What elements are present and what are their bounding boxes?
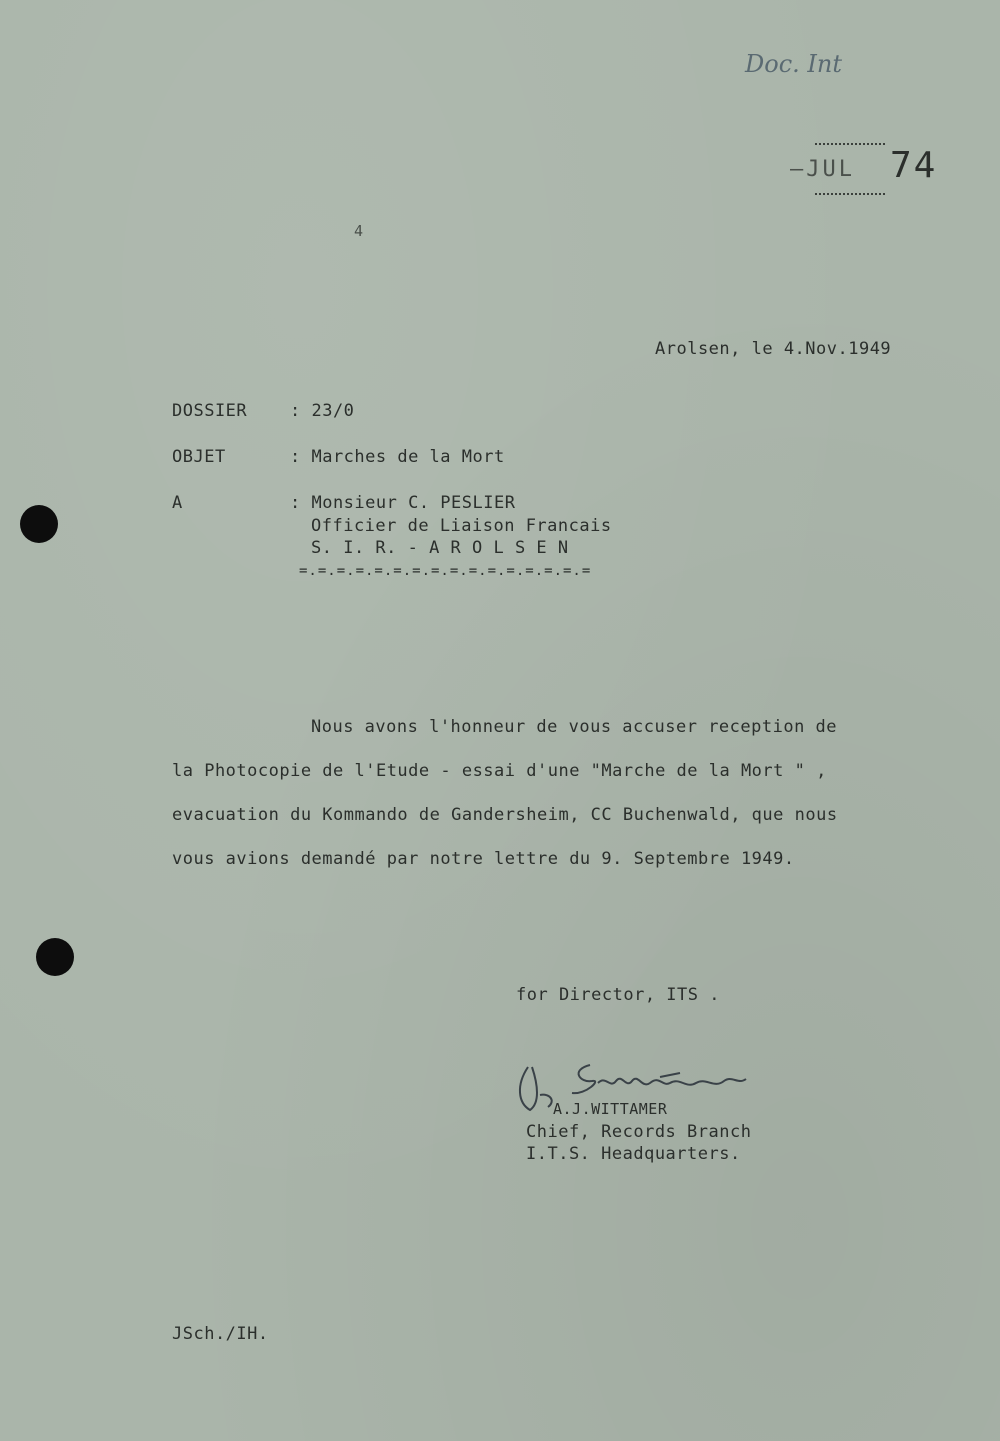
stamp-dotted-line-bottom bbox=[815, 193, 885, 195]
punch-hole-lower bbox=[36, 938, 74, 976]
recipient-line-3: S. I. R. - A R O L S E N bbox=[311, 538, 569, 558]
dossier-value: : 23/0 bbox=[290, 401, 355, 421]
stamp-date-mark: —JUL bbox=[790, 157, 855, 182]
dossier-label: DOSSIER bbox=[172, 401, 248, 421]
recipient-underline: =.=.=.=.=.=.=.=.=.=.=.=.=.=.=.= bbox=[299, 563, 592, 579]
closing-for-line: for Director, ITS . bbox=[516, 985, 720, 1005]
objet-label: OBJET bbox=[172, 447, 226, 467]
punch-hole-upper bbox=[20, 505, 58, 543]
body-line-3: evacuation du Kommando de Gandersheim, CC Buchenwald, que nous bbox=[172, 805, 838, 825]
recipient-line-2: Officier de Liaison Francais bbox=[311, 516, 612, 536]
reference-initials: JSch./IH. bbox=[172, 1324, 269, 1344]
place-date: Arolsen, le 4.Nov.1949 bbox=[655, 339, 892, 359]
stamp-dotted-line-top bbox=[815, 143, 885, 145]
handwritten-annotation: Doc. Int bbox=[745, 50, 842, 78]
signer-title: Chief, Records Branch bbox=[526, 1122, 752, 1142]
page-mark: 4 bbox=[354, 222, 364, 240]
recipient-line-1: : Monsieur C. PESLIER bbox=[290, 493, 516, 513]
stamp-number: 74 bbox=[890, 145, 938, 186]
signer-organization: I.T.S. Headquarters. bbox=[526, 1144, 741, 1164]
body-line-1: Nous avons l'honneur de vous accuser reception de bbox=[311, 717, 838, 737]
recipient-label: A bbox=[172, 493, 183, 513]
signer-name: A.J.WITTAMER bbox=[553, 1100, 668, 1118]
objet-value: : Marches de la Mort bbox=[290, 447, 505, 467]
body-line-2: la Photocopie de l'Etude - essai d'une "Marche de la Mort " , bbox=[172, 761, 827, 781]
body-line-4: vous avions demandé par notre lettre du 9. Septembre 1949. bbox=[172, 849, 795, 869]
